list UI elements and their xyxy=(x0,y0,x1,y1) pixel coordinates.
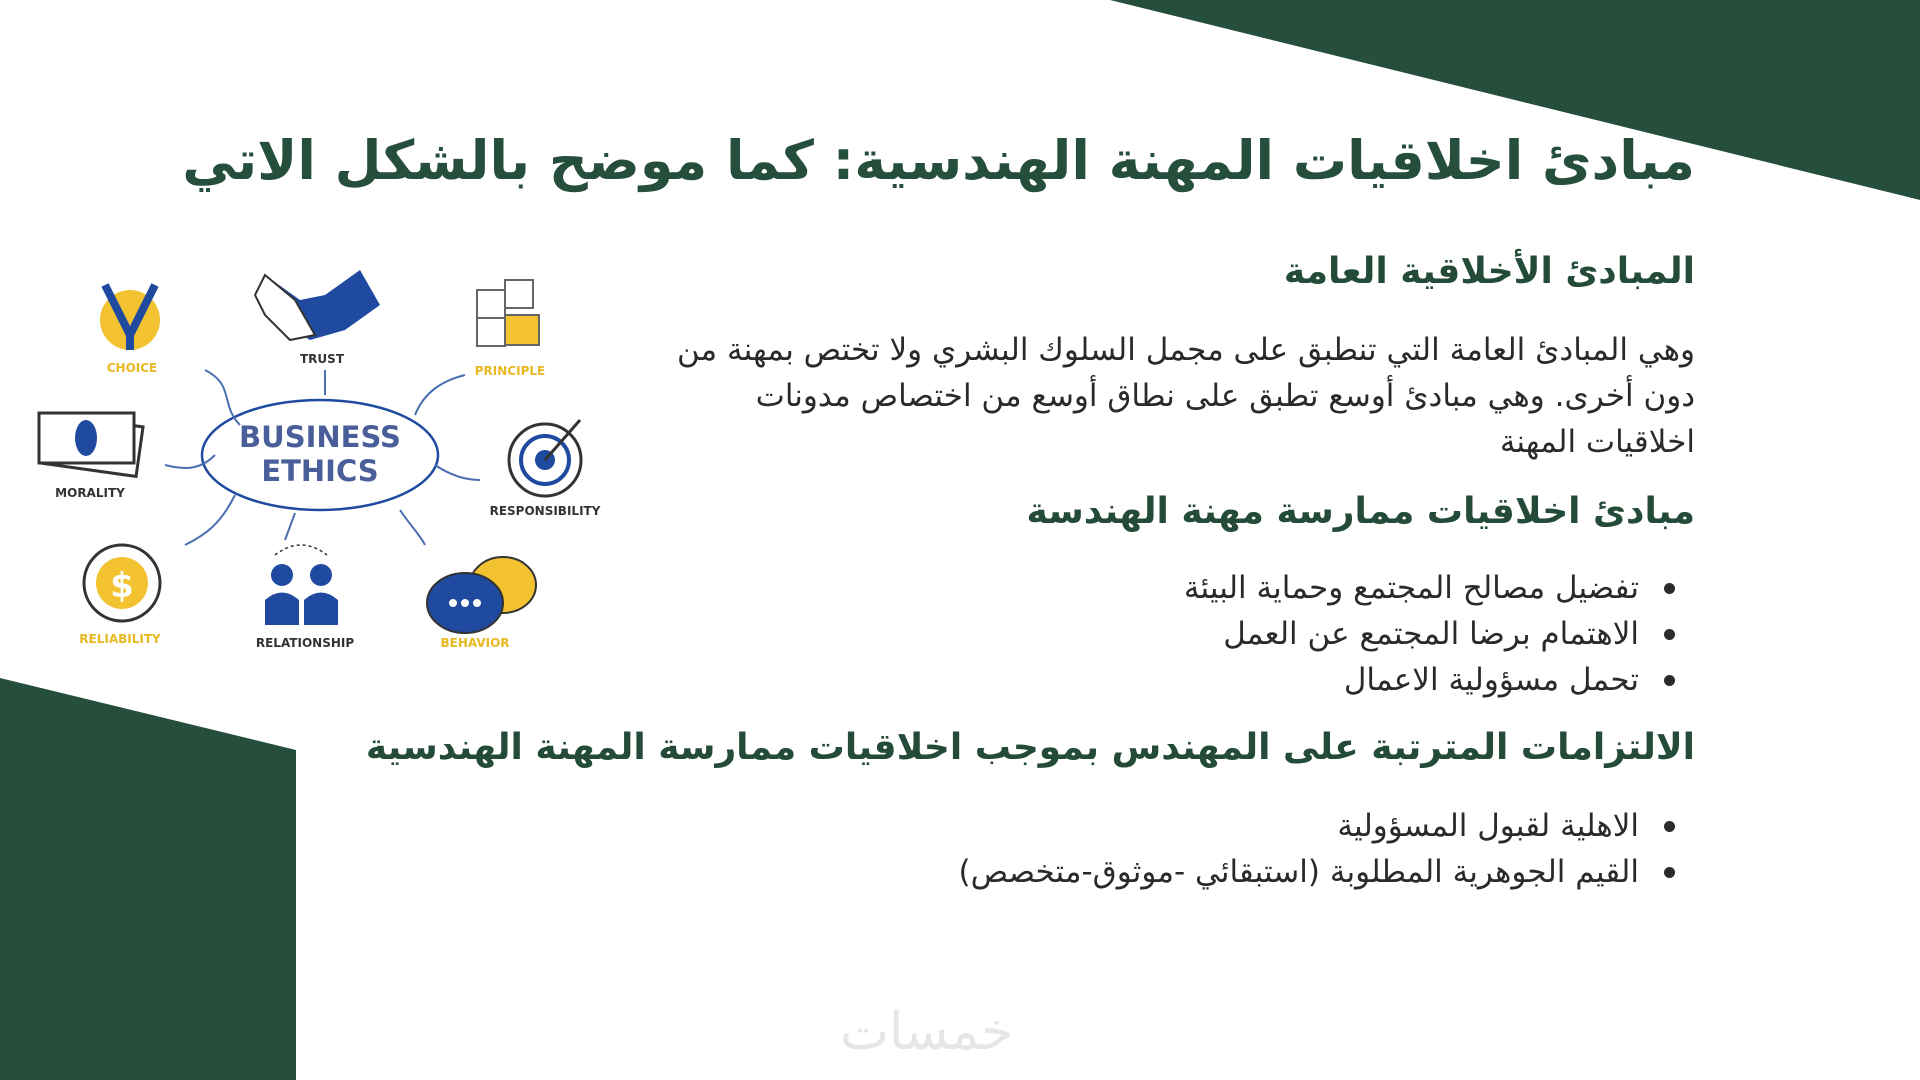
dollar-coin-icon xyxy=(84,545,160,621)
list-item: تفضيل مصالح المجتمع وحماية البيئة xyxy=(135,565,1695,611)
slide-title: مبادئ اخلاقيات المهنة الهندسية: كما موضح بالشكل الاتي xyxy=(182,129,1695,192)
center-title-line2: ETHICS xyxy=(261,454,379,488)
label-relationship: RELATIONSHIP xyxy=(255,636,355,650)
practice-principles-heading: مبادئ اخلاقيات ممارسة مهنة الهندسة xyxy=(1026,491,1695,532)
list-item: القيم الجوهرية المطلوبة (استبقائي -موثوق-متخصص) xyxy=(135,849,1695,895)
business-ethics-illustration xyxy=(25,255,625,665)
list-item: تحمل مسؤولية الاعمال xyxy=(135,657,1695,703)
bullet-icon xyxy=(1664,675,1675,686)
target-icon xyxy=(509,420,581,496)
money-bill-icon xyxy=(39,413,143,476)
label-responsibility: RESPONSIBILITY xyxy=(489,504,601,518)
label-morality: MORALITY xyxy=(55,486,125,500)
svg-text:$: $ xyxy=(110,566,134,606)
general-principles-heading: المبادئ الأخلاقية العامة xyxy=(1283,251,1695,292)
people-icon xyxy=(265,545,338,625)
handshake-icon xyxy=(255,270,380,340)
engineer-obligations-list xyxy=(135,803,1695,895)
watermark: خمسات xyxy=(840,1002,1014,1062)
bullet-icon xyxy=(1664,821,1675,832)
speech-bubbles-icon xyxy=(427,557,536,633)
general-principles-paragraph: وهي المبادئ العامة التي تنطبق على مجمل السلوك البشري ولا تختص بمهنة من دون أخرى. وهي مبادئ أوسع تطبق على نطاق أوسع من اختصاص مدونات اخلاقيات المهنة xyxy=(676,332,1695,460)
list-item: الاهلية لقبول المسؤولية xyxy=(135,803,1695,849)
label-reliability: RELIABILITY xyxy=(79,632,161,646)
puzzle-icon xyxy=(477,280,539,346)
bullet-icon xyxy=(1664,867,1675,878)
bullet-icon xyxy=(1664,583,1675,594)
list-item: الاهتمام برضا المجتمع عن العمل xyxy=(135,611,1695,657)
label-behavior: BEHAVIOR xyxy=(440,636,510,650)
bullet-icon xyxy=(1664,629,1675,640)
choice-icon xyxy=(100,285,160,350)
center-title-line1: BUSINESS xyxy=(239,420,401,454)
label-choice: CHOICE xyxy=(106,361,158,375)
label-principle: PRINCIPLE xyxy=(474,364,546,378)
label-trust: TRUST xyxy=(300,352,344,366)
engineer-obligations-heading: الالتزامات المترتبة على المهندس بموجب اخلاقيات ممارسة المهنة الهندسية xyxy=(365,727,1695,768)
